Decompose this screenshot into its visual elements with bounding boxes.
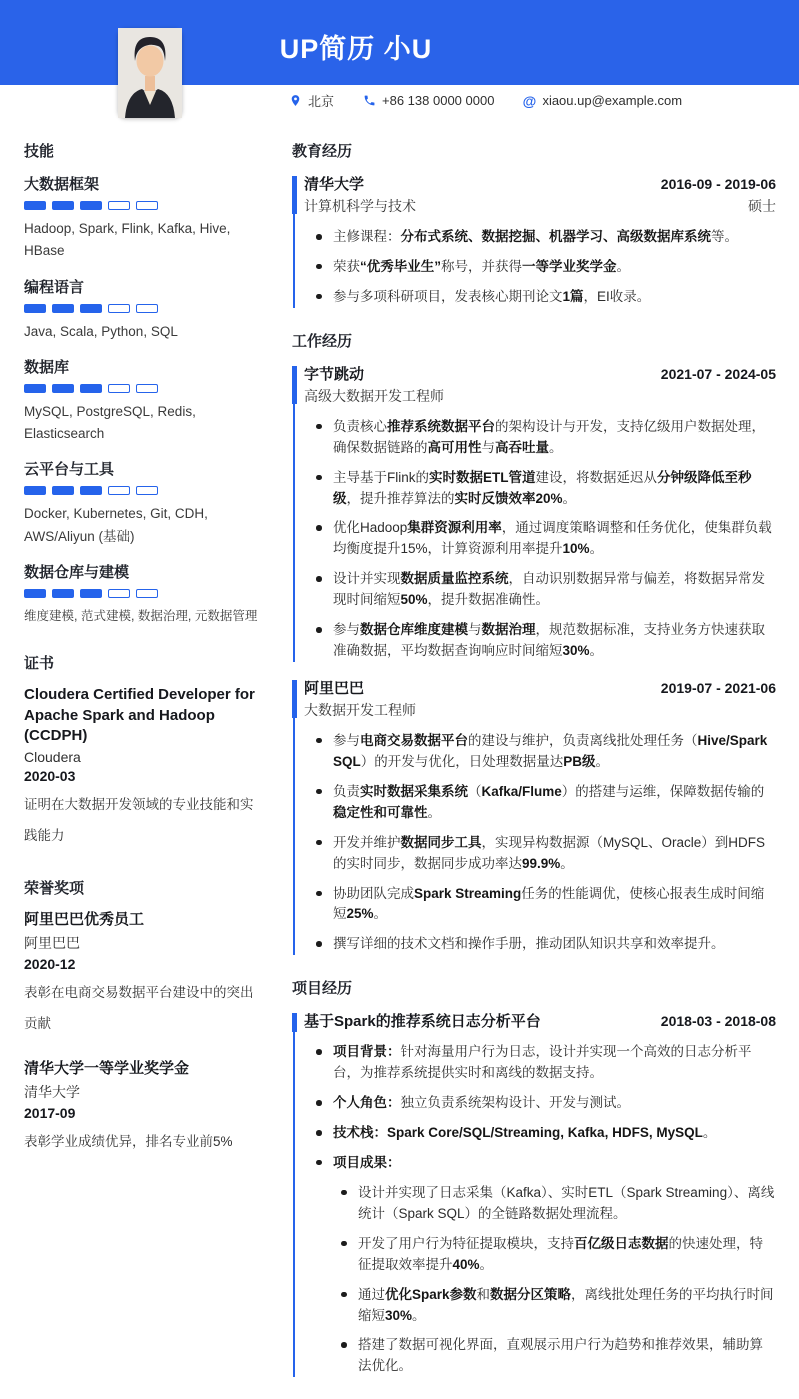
text: （ [468, 783, 482, 799]
level-segment [24, 486, 46, 495]
bullet-list [304, 227, 776, 308]
skill-level-bars [24, 589, 260, 598]
text: 的快速处理，特征提取效率提升 [358, 1235, 763, 1272]
highlight-text: 一等学业奖学金 [522, 258, 617, 274]
honor-item [24, 1059, 260, 1158]
skill-detail: 维度建模, 范式建模, 数据治理, 元数据管理 [24, 608, 258, 623]
highlight-text: 分钟级降低至秒级 [333, 469, 752, 506]
highlight-text: Hive/Spark SQL [333, 732, 768, 769]
bullet-item [314, 417, 776, 459]
level-segment [136, 304, 158, 313]
text: 设计并实现了日志采集（Kafka）、实时ETL（Spark Streaming）、离线统计（Spark SQL）的全链路数据处理流程。 [358, 1184, 775, 1221]
skill-item [24, 276, 260, 343]
entry-title: 基于Spark的推荐系统日志分析平台 [304, 1013, 541, 1031]
text: 。 [616, 258, 630, 274]
skill-item [24, 458, 260, 548]
contact-email[interactable] [522, 93, 682, 108]
entry-accent-bar [292, 680, 297, 718]
item-description: 表彰在电商交易数据平台建设中的突出贡献 [24, 985, 254, 1031]
text: 。 [549, 439, 563, 455]
entry-subtitle-row [304, 194, 776, 216]
skill-level-bars [24, 201, 260, 210]
skill-name: 云平台与工具 [24, 461, 115, 479]
level-segment [80, 201, 102, 210]
highlight-text: 个人角色： [333, 1095, 401, 1111]
highlight-text: 技术栈： [333, 1125, 387, 1141]
level-segment [52, 589, 74, 598]
entry-title: 清华大学 [304, 176, 365, 193]
text: 荣获 [333, 258, 360, 274]
level-segment [24, 589, 46, 598]
avatar [118, 28, 182, 118]
text: 开发并维护 [333, 834, 401, 850]
entry-accent-bar [292, 1013, 297, 1032]
text: 的架构设计与开发，支持亿级用户数据处理，确保数据链路的 [333, 418, 765, 455]
text: 的建设与维护，负责离线批处理任务（ [468, 732, 698, 748]
highlight-text: 数据分区策略 [490, 1286, 572, 1302]
contact-text: +86 138 0000 0000 [382, 93, 495, 108]
item-name: 阿里巴巴优秀员工 [24, 910, 145, 928]
level-segment [136, 384, 158, 393]
main-content [292, 140, 776, 1399]
text: 参与 [333, 622, 360, 638]
bullet-list [304, 1042, 776, 1377]
highlight-text: 40% [452, 1256, 480, 1272]
highlight-text: 25% [346, 906, 374, 922]
highlight-text: 推荐系统数据平台 [387, 418, 495, 434]
bullet-item [314, 934, 776, 955]
bullet-item [314, 1042, 776, 1084]
sub-bullet-item [339, 1285, 776, 1327]
highlight-text: PB级 [563, 753, 596, 769]
highlight-text: 1篇 [562, 288, 584, 304]
bullet-item [314, 569, 776, 611]
highlight-text: 集群资源利用率 [407, 520, 502, 536]
text: 独立负责系统架构设计、开发与测试。 [400, 1095, 630, 1111]
level-segment [80, 486, 102, 495]
skill-detail: Docker, Kubernetes, Git, CDH, AWS/Aliyun (基础) [24, 506, 208, 544]
contact-row [288, 91, 682, 110]
level-segment [80, 384, 102, 393]
entry-header-row [304, 677, 776, 698]
skill-detail: Hadoop, Spark, Flink, Kafka, Hive, HBase [24, 221, 231, 259]
contact-phone [362, 93, 494, 108]
text: ，提升推荐算法的 [346, 490, 455, 506]
highlight-text: 10% [562, 541, 590, 557]
item-issuer: Cloudera [24, 749, 81, 766]
text: ）的开发与优化，日处理数据量达 [360, 753, 564, 769]
text: 搭建了数据可视化界面，直观展示用户行为趋势和推荐效果，辅助算法优化。 [358, 1337, 763, 1374]
text: 主修课程： [333, 229, 401, 244]
contact-text: 北京 [308, 94, 335, 109]
bullet-item [314, 884, 776, 926]
level-segment [108, 201, 130, 210]
text: 。 [479, 1256, 494, 1272]
highlight-text: 分布式系统、数据挖掘、机器学习、高级数据库系统 [400, 229, 711, 244]
projects-section [292, 977, 776, 1377]
bullet-item [314, 1123, 776, 1144]
bullet-list [304, 731, 776, 955]
level-segment [136, 486, 158, 495]
sidebar [24, 140, 260, 1178]
certificate-item [24, 685, 260, 851]
text: 。 [589, 541, 604, 557]
skill-item [24, 356, 260, 446]
bullet-item [314, 518, 776, 560]
highlight-text: 数据同步工具 [400, 834, 482, 850]
entry-header-row [304, 173, 776, 194]
bullet-item [314, 468, 776, 510]
level-segment [108, 304, 130, 313]
honor-section [24, 877, 260, 1158]
entry-date: 2019-07 - 2021-06 [660, 679, 776, 696]
text: ，通过调度策略调整和任务优化，使集群负载均衡度提升15%，计算资源利用率提升 [333, 520, 772, 557]
entry-date: 2016-09 - 2019-06 [660, 176, 776, 192]
text: 与 [481, 439, 495, 455]
highlight-text: 99.9% [522, 855, 561, 871]
text: 负责核心 [333, 418, 387, 434]
highlight-text: 项目成果： [333, 1154, 401, 1170]
bullet-item [314, 1153, 776, 1377]
text: 。 [560, 855, 574, 871]
highlight-text: 电商交易数据平台 [360, 732, 468, 748]
text: 称号，并获得 [441, 258, 522, 274]
item-name: 清华大学一等学业奖学金 [24, 1059, 190, 1077]
entry-header-row [304, 1010, 776, 1031]
level-segment [52, 304, 74, 313]
profile-photo [118, 28, 182, 118]
level-segment [52, 201, 74, 210]
level-segment [108, 486, 130, 495]
text: ，自动识别数据异常与偏差，将数据异常发现时间缩短 [333, 571, 765, 608]
text: 主导基于Flink的 [333, 469, 430, 485]
entry-accent-bar [292, 176, 297, 214]
text: 开发了用户行为特征提取模块，支持 [358, 1235, 574, 1251]
entry-degree: 硕士 [748, 198, 776, 214]
skill-name: 编程语言 [24, 278, 85, 296]
highlight-text: 30% [562, 643, 590, 659]
text: 建设，将数据延迟从 [535, 469, 658, 485]
text: 。 [589, 643, 604, 659]
item-issuer: 清华大学 [24, 1084, 80, 1101]
level-segment [52, 384, 74, 393]
text: 。 [595, 753, 610, 769]
item-date: 2020-12 [24, 956, 76, 973]
text: 。 [702, 1125, 717, 1141]
level-segment [136, 201, 158, 210]
bullet-item [314, 731, 776, 773]
sub-bullet-item [339, 1335, 776, 1377]
skill-detail: MySQL, PostgreSQL, Redis, Elasticsearch [24, 403, 196, 442]
text: 协助团队完成 [333, 885, 414, 901]
entry-date: 2021-07 - 2024-05 [660, 365, 776, 382]
highlight-text: 高吞吐量 [495, 439, 549, 455]
item-description: 证明在大数据开发领域的专业技能和实践能力 [24, 797, 254, 843]
highlight-text: 项目背景： [333, 1044, 401, 1060]
certificate-section-title: 证书 [24, 655, 55, 673]
email-icon: @ [522, 92, 537, 109]
highlight-text: 高可用性 [427, 439, 482, 455]
sub-bullet-list [333, 1183, 776, 1377]
skill-level-bars [24, 304, 260, 313]
skill-detail: Java, Scala, Python, SQL [24, 323, 178, 339]
bullet-item [314, 1093, 776, 1114]
highlight-text: 实时反馈效率20% [454, 490, 563, 506]
entry-date: 2018-03 - 2018-08 [660, 1013, 776, 1030]
entry-subtitle-row [304, 384, 776, 406]
entry-title: 阿里巴巴 [304, 679, 365, 697]
item-date: 2017-09 [24, 1105, 76, 1122]
bullet-list [304, 417, 776, 662]
skills-section-title: 技能 [24, 143, 55, 160]
bullet-item [314, 287, 776, 308]
text: 参与 [333, 732, 360, 748]
highlight-text: 数据质量监控系统 [400, 571, 509, 587]
text: ，EI收录。 [583, 288, 651, 304]
highlight-text: 数据治理 [481, 622, 536, 638]
text: 设计并实现 [333, 571, 401, 587]
certificate-section [24, 652, 260, 851]
skill-name: 数据库 [24, 358, 70, 376]
skill-level-bars [24, 384, 260, 393]
contact-location [288, 91, 334, 110]
highlight-text: Spark Streaming [414, 885, 522, 901]
entry-subtitle: 计算机科学与技术 [304, 198, 416, 214]
skill-name: 数据仓库与建模 [24, 563, 130, 581]
work-section [292, 330, 776, 956]
highlight-text: 优化Spark参数 [385, 1286, 477, 1302]
highlight-text: 实时数据采集系统 [360, 783, 468, 799]
text: 通过 [358, 1286, 385, 1302]
highlight-text: Kafka/Flume [481, 783, 562, 799]
text: 与 [468, 622, 482, 638]
projects-entry [292, 1010, 776, 1377]
item-description: 表彰学业成绩优异，排名专业前5% [24, 1134, 233, 1150]
level-segment [80, 589, 102, 598]
level-segment [52, 486, 74, 495]
text: 撰写详细的技术文档和操作手册，推动团队知识共享和效率提升。 [333, 936, 725, 952]
text: 等。 [711, 229, 738, 244]
sub-bullet-item [339, 1183, 776, 1225]
text: ，离线批处理任务的平均执行时间缩短 [358, 1286, 774, 1323]
level-segment [108, 384, 130, 393]
highlight-text: 稳定性和可靠性 [333, 804, 428, 820]
level-segment [80, 304, 102, 313]
bullet-item [314, 782, 776, 824]
entry-subtitle: 高级大数据开发工程师 [304, 387, 444, 404]
text: 参与多项科研项目，发表核心期刊论文 [333, 288, 563, 304]
highlight-text: 50% [400, 592, 428, 608]
text: 。 [562, 490, 577, 506]
entry-subtitle: 大数据开发工程师 [304, 701, 416, 718]
honor-section-title: 荣誉奖项 [24, 879, 85, 897]
phone-icon [362, 94, 376, 108]
text: 负责 [333, 783, 360, 799]
skill-name: 大数据框架 [24, 176, 100, 193]
text: 任务的性能调优，使核心报表生成时间缩短 [333, 885, 765, 922]
education-entry [292, 173, 776, 308]
bullet-item [314, 227, 776, 248]
entry-header-row [304, 363, 776, 384]
text: 和 [476, 1286, 491, 1302]
level-segment [108, 589, 130, 598]
work-entry [292, 677, 776, 955]
text: ，规范数据标准，支持业务方快速获取准确数据，平均数据查询响应时间缩短 [333, 622, 765, 659]
level-segment [136, 589, 158, 598]
sub-bullet-item [339, 1234, 776, 1276]
skill-level-bars [24, 486, 260, 495]
location-icon [288, 94, 302, 108]
text: 优化Hadoop [333, 520, 408, 536]
text: ，提升数据准确性。 [427, 592, 550, 608]
entry-subtitle-row [304, 698, 776, 720]
highlight-text: 百亿级日志数据 [574, 1235, 669, 1251]
education-section-title: 教育经历 [292, 143, 353, 160]
level-segment [24, 201, 46, 210]
level-segment [24, 304, 46, 313]
text: 。 [427, 804, 441, 820]
highlight-text: 30% [385, 1307, 413, 1323]
text: ，实现异构数据源（MySQL、Oracle）到HDFS的实时同步，数据同步成功率达 [333, 834, 766, 871]
text: 针对海量用户行为日志，设计并实现一个高效的日志分析平台，为推荐系统提供实时和离线的数据支持。 [333, 1044, 752, 1081]
entry-accent-bar [292, 366, 297, 404]
text: ）的搭建与运维，保障数据传输的 [561, 783, 765, 799]
text: 。 [412, 1307, 426, 1323]
work-section-title: 工作经历 [292, 332, 353, 350]
item-date: 2020-03 [24, 768, 76, 785]
bullet-item [314, 257, 776, 278]
entry-title: 字节跳动 [304, 365, 365, 383]
highlight-text: 实时数据ETL管道 [429, 469, 536, 485]
honor-item [24, 910, 260, 1039]
projects-section-title: 项目经历 [292, 980, 353, 998]
skill-item [24, 173, 260, 263]
item-issuer: 阿里巴巴 [24, 935, 80, 952]
education-section [292, 140, 776, 308]
text: 。 [373, 906, 388, 922]
item-name: Cloudera Certified Developer for Apache Spark and Hadoop (CCDPH) [24, 686, 255, 744]
bullet-item [314, 833, 776, 875]
highlight-text: “优秀毕业生” [360, 258, 441, 274]
work-entry [292, 363, 776, 662]
level-segment [24, 384, 46, 393]
page-title: UP简历 小U [279, 34, 433, 64]
contact-text: xiaou.up@example.com [542, 93, 683, 108]
highlight-text: Spark Core/SQL/Streaming, Kafka, HDFS, MySQL [387, 1125, 703, 1141]
bullet-item [314, 620, 776, 662]
skill-item [24, 561, 260, 627]
highlight-text: 数据仓库维度建模 [360, 622, 468, 638]
